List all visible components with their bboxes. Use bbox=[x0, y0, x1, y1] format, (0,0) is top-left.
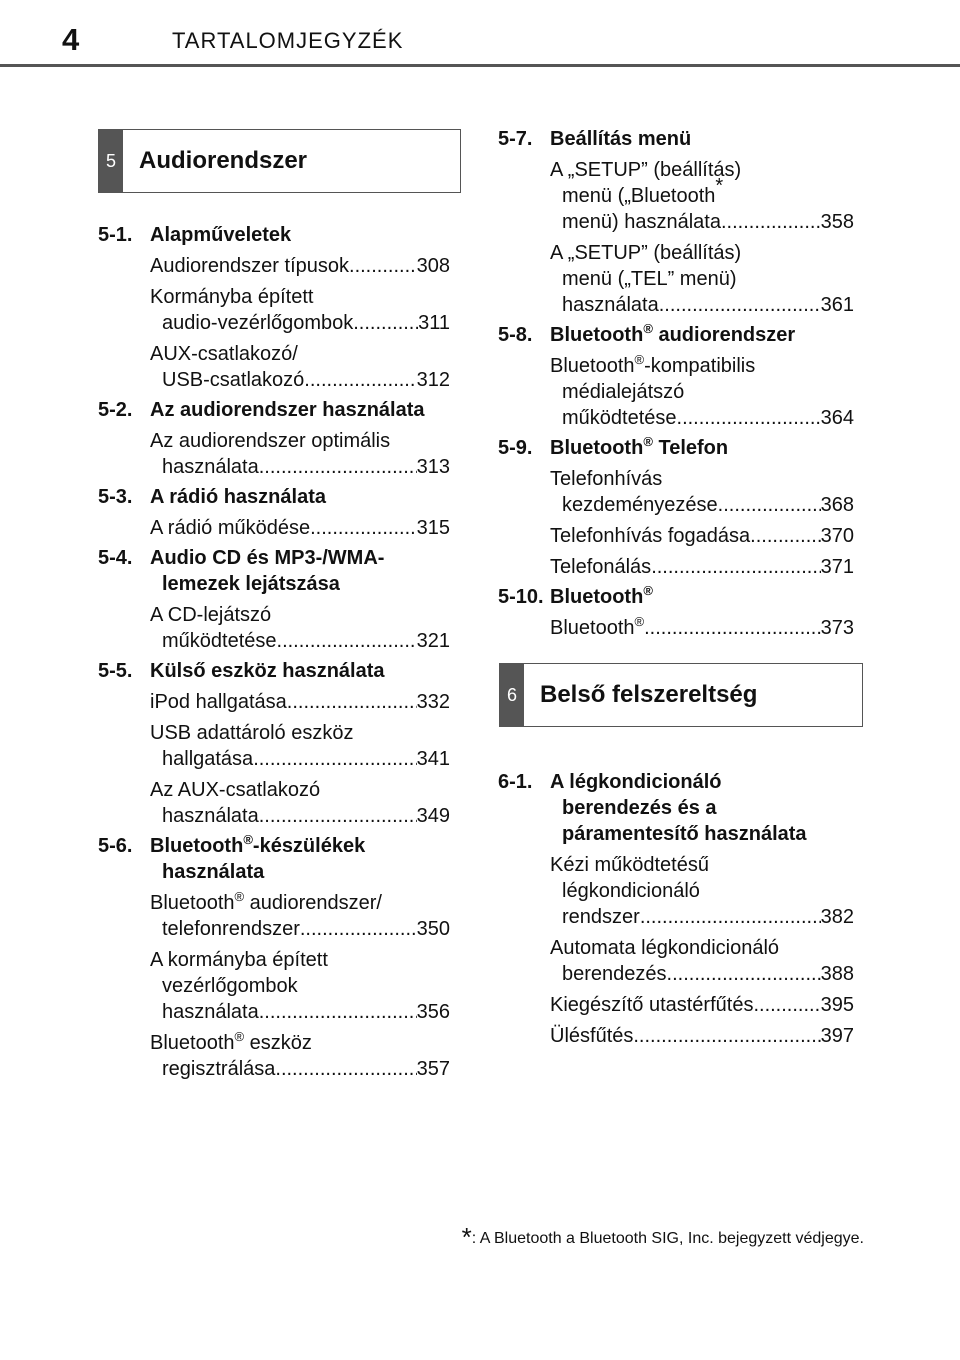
section-5-heading bbox=[98, 129, 461, 193]
toc-entry[interactable]: Az AUX-csatlakozó használata ..... 349 bbox=[98, 777, 450, 829]
chapter-heading[interactable]: 5-1. Alapműveletek bbox=[98, 224, 292, 246]
footnote bbox=[380, 1222, 864, 1253]
toc-entry[interactable]: USB adattároló eszköz hallgatása ..... 341 bbox=[98, 720, 450, 772]
chapter-heading[interactable]: 5-7. Beállítás menü bbox=[498, 128, 692, 150]
section-title: Audiorendszer bbox=[139, 147, 308, 174]
toc-entry[interactable]: Bluetooth® eszköz regisztrálása ..... 357 bbox=[98, 1030, 450, 1082]
toc-entry[interactable]: AUX-csatlakozó/ USB-csatlakozó ..... 312 bbox=[98, 341, 450, 393]
page-title: TARTALOMJEGYZÉK bbox=[172, 28, 404, 53]
toc-entry[interactable]: iPod hallgatása ..... 332 bbox=[98, 689, 450, 715]
registered-mark: ® bbox=[643, 583, 653, 598]
registered-mark: ® bbox=[243, 832, 253, 847]
section-number-tab: 5 bbox=[99, 130, 123, 192]
toc-right-column bbox=[498, 122, 854, 1049]
header-divider bbox=[0, 64, 960, 67]
registered-mark: ® bbox=[643, 321, 653, 336]
toc-entry[interactable]: Audiorendszer típusok ..... 308 bbox=[98, 253, 450, 279]
chapter-heading[interactable]: 5-4. Audio CD és MP3-/WMA- lemezek lejátszása bbox=[98, 547, 385, 595]
toc-entry[interactable]: A kormányba épített vezérlőgombok használata ..... 356 bbox=[98, 947, 450, 1025]
chapter-heading[interactable]: 5-5. Külső eszköz használata bbox=[98, 660, 385, 682]
toc-entry[interactable]: Kézi működtetésű légkondicionáló rendszer ..... 382 bbox=[498, 852, 854, 930]
section-number-tab: 6 bbox=[500, 664, 524, 726]
toc-entry[interactable]: Bluetooth®-kompatibilis médialejátszó működtetése ..... 364 bbox=[498, 353, 854, 431]
registered-mark: ® bbox=[634, 614, 645, 629]
registered-mark: ® bbox=[634, 352, 645, 367]
registered-mark: ® bbox=[643, 434, 653, 449]
toc-entry[interactable]: Telefonhívás fogadása ..... 370 bbox=[498, 523, 854, 549]
toc-entry[interactable]: Bluetooth® audiorendszer/ telefonrendszer ..... 350 bbox=[98, 890, 450, 942]
footnote-text: : A Bluetooth a Bluetooth SIG, Inc. bejegyzett védjegye. bbox=[471, 1230, 864, 1247]
toc-entry[interactable]: A CD-lejátszó működtetése ..... 321 bbox=[98, 602, 450, 654]
section-title: Belső felszereltség bbox=[540, 681, 758, 708]
chapter-heading[interactable]: 5-8. Bluetooth® audiorendszer bbox=[498, 321, 796, 346]
chapter-heading[interactable]: 5-2. Az audiorendszer használata bbox=[98, 399, 425, 421]
section-6-heading bbox=[499, 663, 863, 727]
toc-entry[interactable]: Az audiorendszer optimális használata ..... 313 bbox=[98, 428, 450, 480]
chapter-heading[interactable]: 5-6. Bluetooth®-készülékek használata bbox=[98, 832, 366, 883]
toc-entry[interactable]: Telefonálás ..... 371 bbox=[498, 554, 854, 580]
chapter-heading[interactable]: 5-9. Bluetooth® Telefon bbox=[498, 434, 729, 459]
toc-entry[interactable]: Kormányba épített audio-vezérlőgombok ..... 311 bbox=[98, 284, 450, 336]
chapter-heading[interactable]: 5-10. Bluetooth® bbox=[498, 583, 653, 608]
page-header bbox=[0, 0, 960, 68]
toc-entry[interactable]: A „SETUP” (beállítás) menü („Bluetooth* menü) használata ..... 358 bbox=[498, 157, 854, 235]
toc-entry[interactable]: Automata légkondicionáló berendezés ..... 388 bbox=[498, 935, 854, 987]
registered-mark: ® bbox=[234, 1029, 245, 1044]
registered-mark: ® bbox=[234, 889, 245, 904]
toc-entry[interactable]: Telefonhívás kezdeményezése ..... 368 bbox=[498, 466, 854, 518]
asterisk-mark: * bbox=[461, 1222, 472, 1252]
chapter-heading[interactable]: 5-3. A rádió használata bbox=[98, 486, 326, 508]
toc-entry[interactable]: Bluetooth® ..... 373 bbox=[498, 615, 854, 641]
toc-entry[interactable]: Kiegészítő utastérfűtés ..... 395 bbox=[498, 992, 854, 1018]
toc-left-column bbox=[98, 218, 450, 1082]
page-number: 4 bbox=[62, 22, 80, 57]
asterisk-mark: * bbox=[715, 175, 724, 197]
toc-entry[interactable]: A „SETUP” (beállítás) menü („TEL” menü) használata ..... 361 bbox=[498, 240, 854, 318]
chapter-heading[interactable]: 6-1. A légkondicionáló berendezés és a páramentesítő használata bbox=[498, 771, 807, 845]
toc-entry[interactable]: Ülésfűtés ..... 397 bbox=[498, 1023, 854, 1049]
toc-entry[interactable]: A rádió működése ..... 315 bbox=[98, 515, 450, 541]
